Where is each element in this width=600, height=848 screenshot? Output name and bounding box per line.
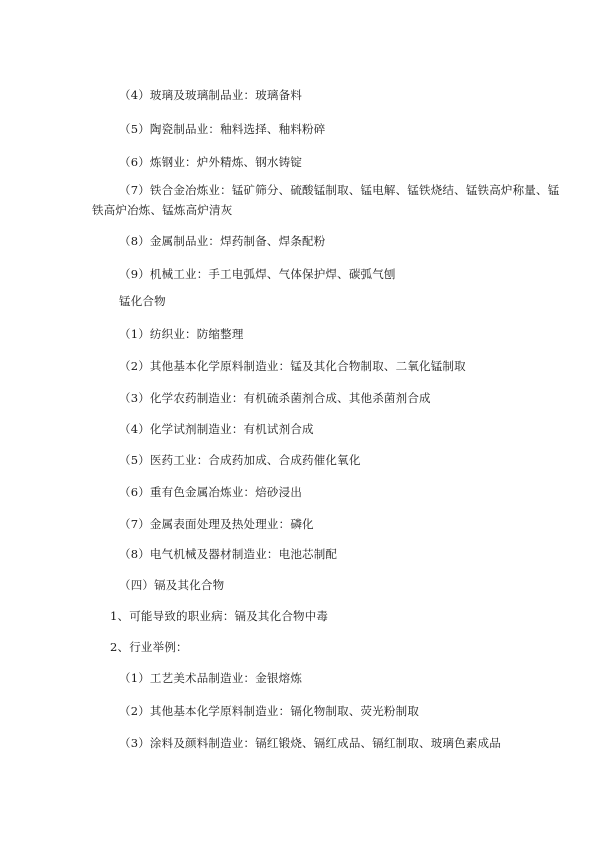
text-line: （4）玻璃及玻璃制品业：玻璃备料 bbox=[119, 88, 303, 102]
text-line: （6）炼钢业：炉外精炼、钢水铸锭 bbox=[119, 155, 303, 169]
text-line: （7）金属表面处理及热处理业：磷化 bbox=[119, 517, 314, 531]
text-line: （4）化学试剂制造业：有机试剂合成 bbox=[119, 422, 314, 436]
text-line: （9）机械工业：手工电弧焊、气体保护焊、碳弧气刨 bbox=[119, 267, 396, 281]
section-heading: 锰化合物 bbox=[119, 294, 166, 308]
text-line: （5）陶瓷制品业：釉料选择、釉料粉碎 bbox=[119, 122, 326, 136]
text-line: （7）铁合金冶炼业：锰矿筛分、硫酸锰制取、锰电解、锰铁烧结、锰铁高炉称量、锰 bbox=[119, 183, 560, 197]
text-line: （8）电气机械及器材制造业：电池芯制配 bbox=[119, 547, 338, 561]
text-line: （1）工艺美术品制造业：金银熔炼 bbox=[119, 671, 303, 685]
text-line: （3）化学农药制造业：有机硫杀菌剂合成、其他杀菌剂合成 bbox=[119, 391, 431, 405]
text-line: （6）重有色金属冶炼业：焙砂浸出 bbox=[119, 485, 303, 499]
text-line: （2）其他基本化学原料制造业：镉化物制取、荧光粉制取 bbox=[119, 704, 420, 718]
text-line: 铁高炉冶炼、锰炼高炉清灰 bbox=[92, 203, 233, 217]
paragraph bbox=[92, 180, 560, 220]
text-line: （5）医药工业：合成药加成、合成药催化氧化 bbox=[119, 453, 361, 467]
section-heading: （四）镉及其化合物 bbox=[119, 578, 225, 592]
text-line: （1）纺织业：防缩整理 bbox=[119, 327, 244, 341]
text-line: 2、行业举例： bbox=[110, 640, 188, 654]
text-line: 1、可能导致的职业病：镉及其化合物中毒 bbox=[110, 609, 329, 623]
text-line: （3）涂料及颜料制造业：镉红锻烧、镉红成品、镉红制取、玻璃色素成品 bbox=[119, 736, 501, 750]
text-line: （8）金属制品业：焊药制备、焊条配粉 bbox=[119, 234, 326, 248]
text-line: （2）其他基本化学原料制造业：锰及其化合物制取、二氧化锰制取 bbox=[119, 359, 466, 373]
